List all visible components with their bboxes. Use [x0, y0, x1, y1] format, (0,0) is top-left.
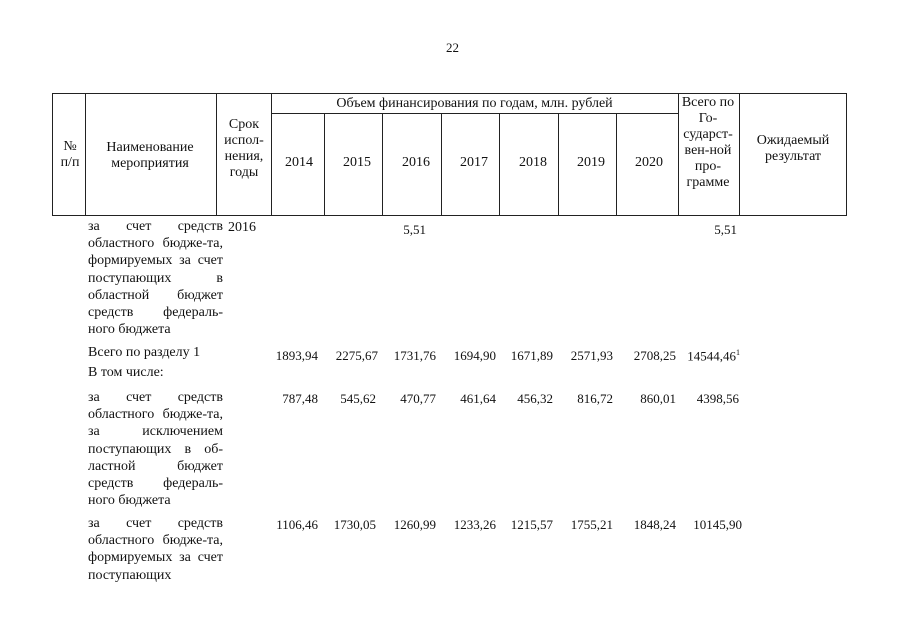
row-value-2020: 1848,24	[633, 517, 676, 532]
header-year: 2016	[402, 155, 430, 170]
row-total-value: 14544,46	[687, 348, 736, 364]
row-value-2019: 1755,21	[570, 517, 613, 532]
row-name: за счет средств областного бюдже-та, за исключением поступающих в об-ластной бюджет средств федераль-ного бюджета	[88, 390, 223, 509]
header-year: 2015	[343, 155, 371, 170]
header-result: Ожидаемый результат	[756, 133, 830, 164]
row-name: В том числе:	[88, 365, 164, 380]
row-name: за счет средств областного бюдже-та, формируемых за счет поступающих в областной бюджет средств федераль-ного бюджета	[88, 219, 223, 338]
row-value-2018: 456,32	[517, 391, 553, 406]
row-value-2014: 1106,46	[276, 517, 318, 532]
row-value-2015: 545,62	[340, 391, 376, 406]
row-value-2014: 787,48	[282, 391, 318, 406]
header-year: 2014	[285, 155, 313, 170]
row-value-2015: 1730,05	[333, 517, 376, 532]
row-name: за счет средств областного бюдже-та, формируемых за счет поступающих	[88, 516, 223, 583]
row-name: Всего по разделу 1	[88, 345, 201, 360]
header-funding-title: Объем финансирования по годам, млн. рублей	[336, 96, 613, 111]
row-value-2019: 816,72	[577, 391, 613, 406]
row-value-2014: 1893,94	[275, 348, 318, 363]
header-number: № п/п	[60, 139, 80, 170]
row-total: 4398,56	[696, 391, 739, 406]
col-divider	[678, 94, 679, 215]
row-value-2017: 461,64	[460, 391, 496, 406]
col-divider	[216, 94, 217, 215]
header-year: 2017	[460, 155, 488, 170]
header-year: 2018	[519, 155, 547, 170]
row-value-2016: 1731,76	[393, 348, 436, 363]
row-value-2018: 1671,89	[510, 348, 553, 363]
row-value-2018: 1215,57	[510, 517, 553, 532]
header-total: Всего по Го-сударст-вен-ной про-грамме	[681, 95, 735, 190]
row-value-2016: 1260,99	[393, 517, 436, 532]
row-total	[676, 348, 740, 364]
col-divider	[85, 94, 86, 215]
row-value-2020: 860,01	[640, 391, 676, 406]
header-year: 2020	[635, 155, 663, 170]
row-value-2017: 1694,90	[453, 348, 496, 363]
row-value-2019: 2571,93	[570, 348, 613, 363]
header-year: 2019	[577, 155, 605, 170]
footnote-marker: 1	[736, 348, 740, 357]
row-value-2016: 5,51	[403, 222, 426, 237]
row-value-2017: 1233,26	[453, 517, 496, 532]
row-term: 2016	[228, 220, 256, 235]
page-number: 22	[446, 40, 459, 55]
header-name: Наименование мероприятия	[106, 140, 194, 171]
header-term: Срок испол-нения, годы	[224, 117, 264, 180]
row-value-2016: 470,77	[400, 391, 436, 406]
row-total: 10145,90	[693, 517, 742, 532]
row-divider	[271, 113, 678, 114]
row-total: 5,51	[714, 222, 737, 237]
row-value-2020: 2708,25	[633, 348, 676, 363]
row-value-2015: 2275,67	[335, 348, 378, 363]
